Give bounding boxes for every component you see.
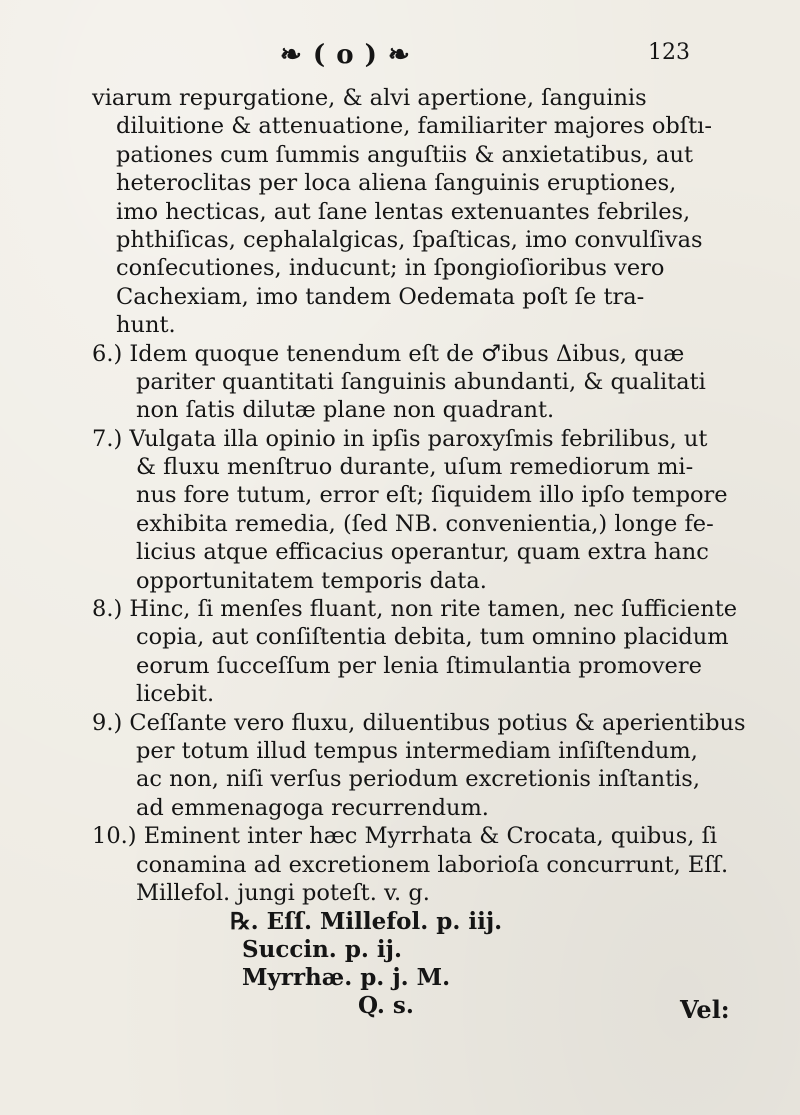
paragraph-9-start: 9.) Ceſſante vero fluxu, diluentibus potius & aperientibus (92, 709, 746, 736)
text-line: licius atque efficacius operantur, quam extra hanc (136, 539, 709, 566)
text-line: eorum ſucceſſum per lenia ſtimulantia promovere (136, 652, 702, 679)
text-line: Millefol. jungi poteſt. v. g. (136, 879, 430, 906)
recipe-line: Succin. p. ij. (242, 936, 402, 963)
page-number: 123 (648, 40, 690, 65)
text-line: conſecutiones, inducunt; in ſpongioſioribus vero (116, 255, 665, 282)
text-line: licebit. (136, 681, 215, 708)
text-line: ad emmenagoga recurrendum. (136, 794, 489, 821)
text-line: heteroclitas per loca aliena ſanguinis eruptiones, (116, 170, 677, 197)
paragraph-8-start: 8.) Hinc, ſi menſes fluant, non rite tamen, nec ſufficiente (92, 596, 738, 623)
paragraph-7-start: 7.) Vulgata illa opinio in ipſis paroxyſmis febrilibus, ut (92, 425, 708, 452)
page-header (0, 40, 800, 80)
text-line: & fluxu menſtruo durante, uſum remediorum mi- (136, 454, 694, 481)
prescription-block (230, 908, 502, 1020)
recipe-line: Myrrhæ. p. j. M. (242, 964, 451, 991)
text-line: nus fore tutum, error eſt; ſiquidem illo ipſo tempore (136, 482, 728, 509)
text-line: conamina ad excretionem laborioſa concurrunt, Eſſ. (136, 851, 729, 878)
text-line: pationes cum ſummis anguſtiis & anxietatibus, aut (116, 141, 694, 168)
text-line: diluitione & attenuatione, familiariter majores obſtı- (116, 113, 712, 140)
text-line: ac non, niſi verſus periodum excretionis inſtantis, (136, 766, 701, 793)
text-line: Cachexiam, imo tandem Oedemata poſt ſe tra- (116, 283, 645, 310)
text-line: phthiſicas, cephalalgicas, ſpaſticas, imo convulſivas (116, 226, 703, 253)
paragraph-10-start: 10.) Eminent inter hæc Myrrhata & Crocata, quibus, ſi (92, 823, 718, 850)
catchword: Vel: (680, 995, 730, 1024)
text-line: per totum illud tempus intermediam inſiſtendum, (136, 737, 698, 764)
text-line: non ſatis dilutæ plane non quadrant. (136, 397, 555, 424)
text-line: exhibita remedia, (ſed NB. convenientia,) longe fe- (136, 510, 714, 537)
text-line: pariter quantitati ſanguinis abundanti, & qualitati (136, 368, 706, 395)
text-line: hunt. (116, 312, 176, 339)
text-line: viarum repurgatione, & alvi apertione, ſanguinis (92, 85, 647, 111)
text-line: imo hecticas, aut ſane lentas extenuantes febriles, (116, 198, 691, 225)
text-line: copia, aut conſiſtentia debita, tum omnino placidum (136, 624, 729, 651)
recipe-line: Q. s. (358, 992, 414, 1019)
paragraph-6-start: 6.) Idem quoque tenendum eſt de ♂ibus Δibus, quæ (92, 340, 685, 367)
header-ornament: ❧ ( o ) ❧ (280, 40, 411, 70)
recipe-line: ℞. Eſſ. Millefol. p. iij. (230, 908, 503, 935)
body-text (92, 84, 746, 907)
text-line: opportunitatem temporis data. (136, 567, 487, 594)
